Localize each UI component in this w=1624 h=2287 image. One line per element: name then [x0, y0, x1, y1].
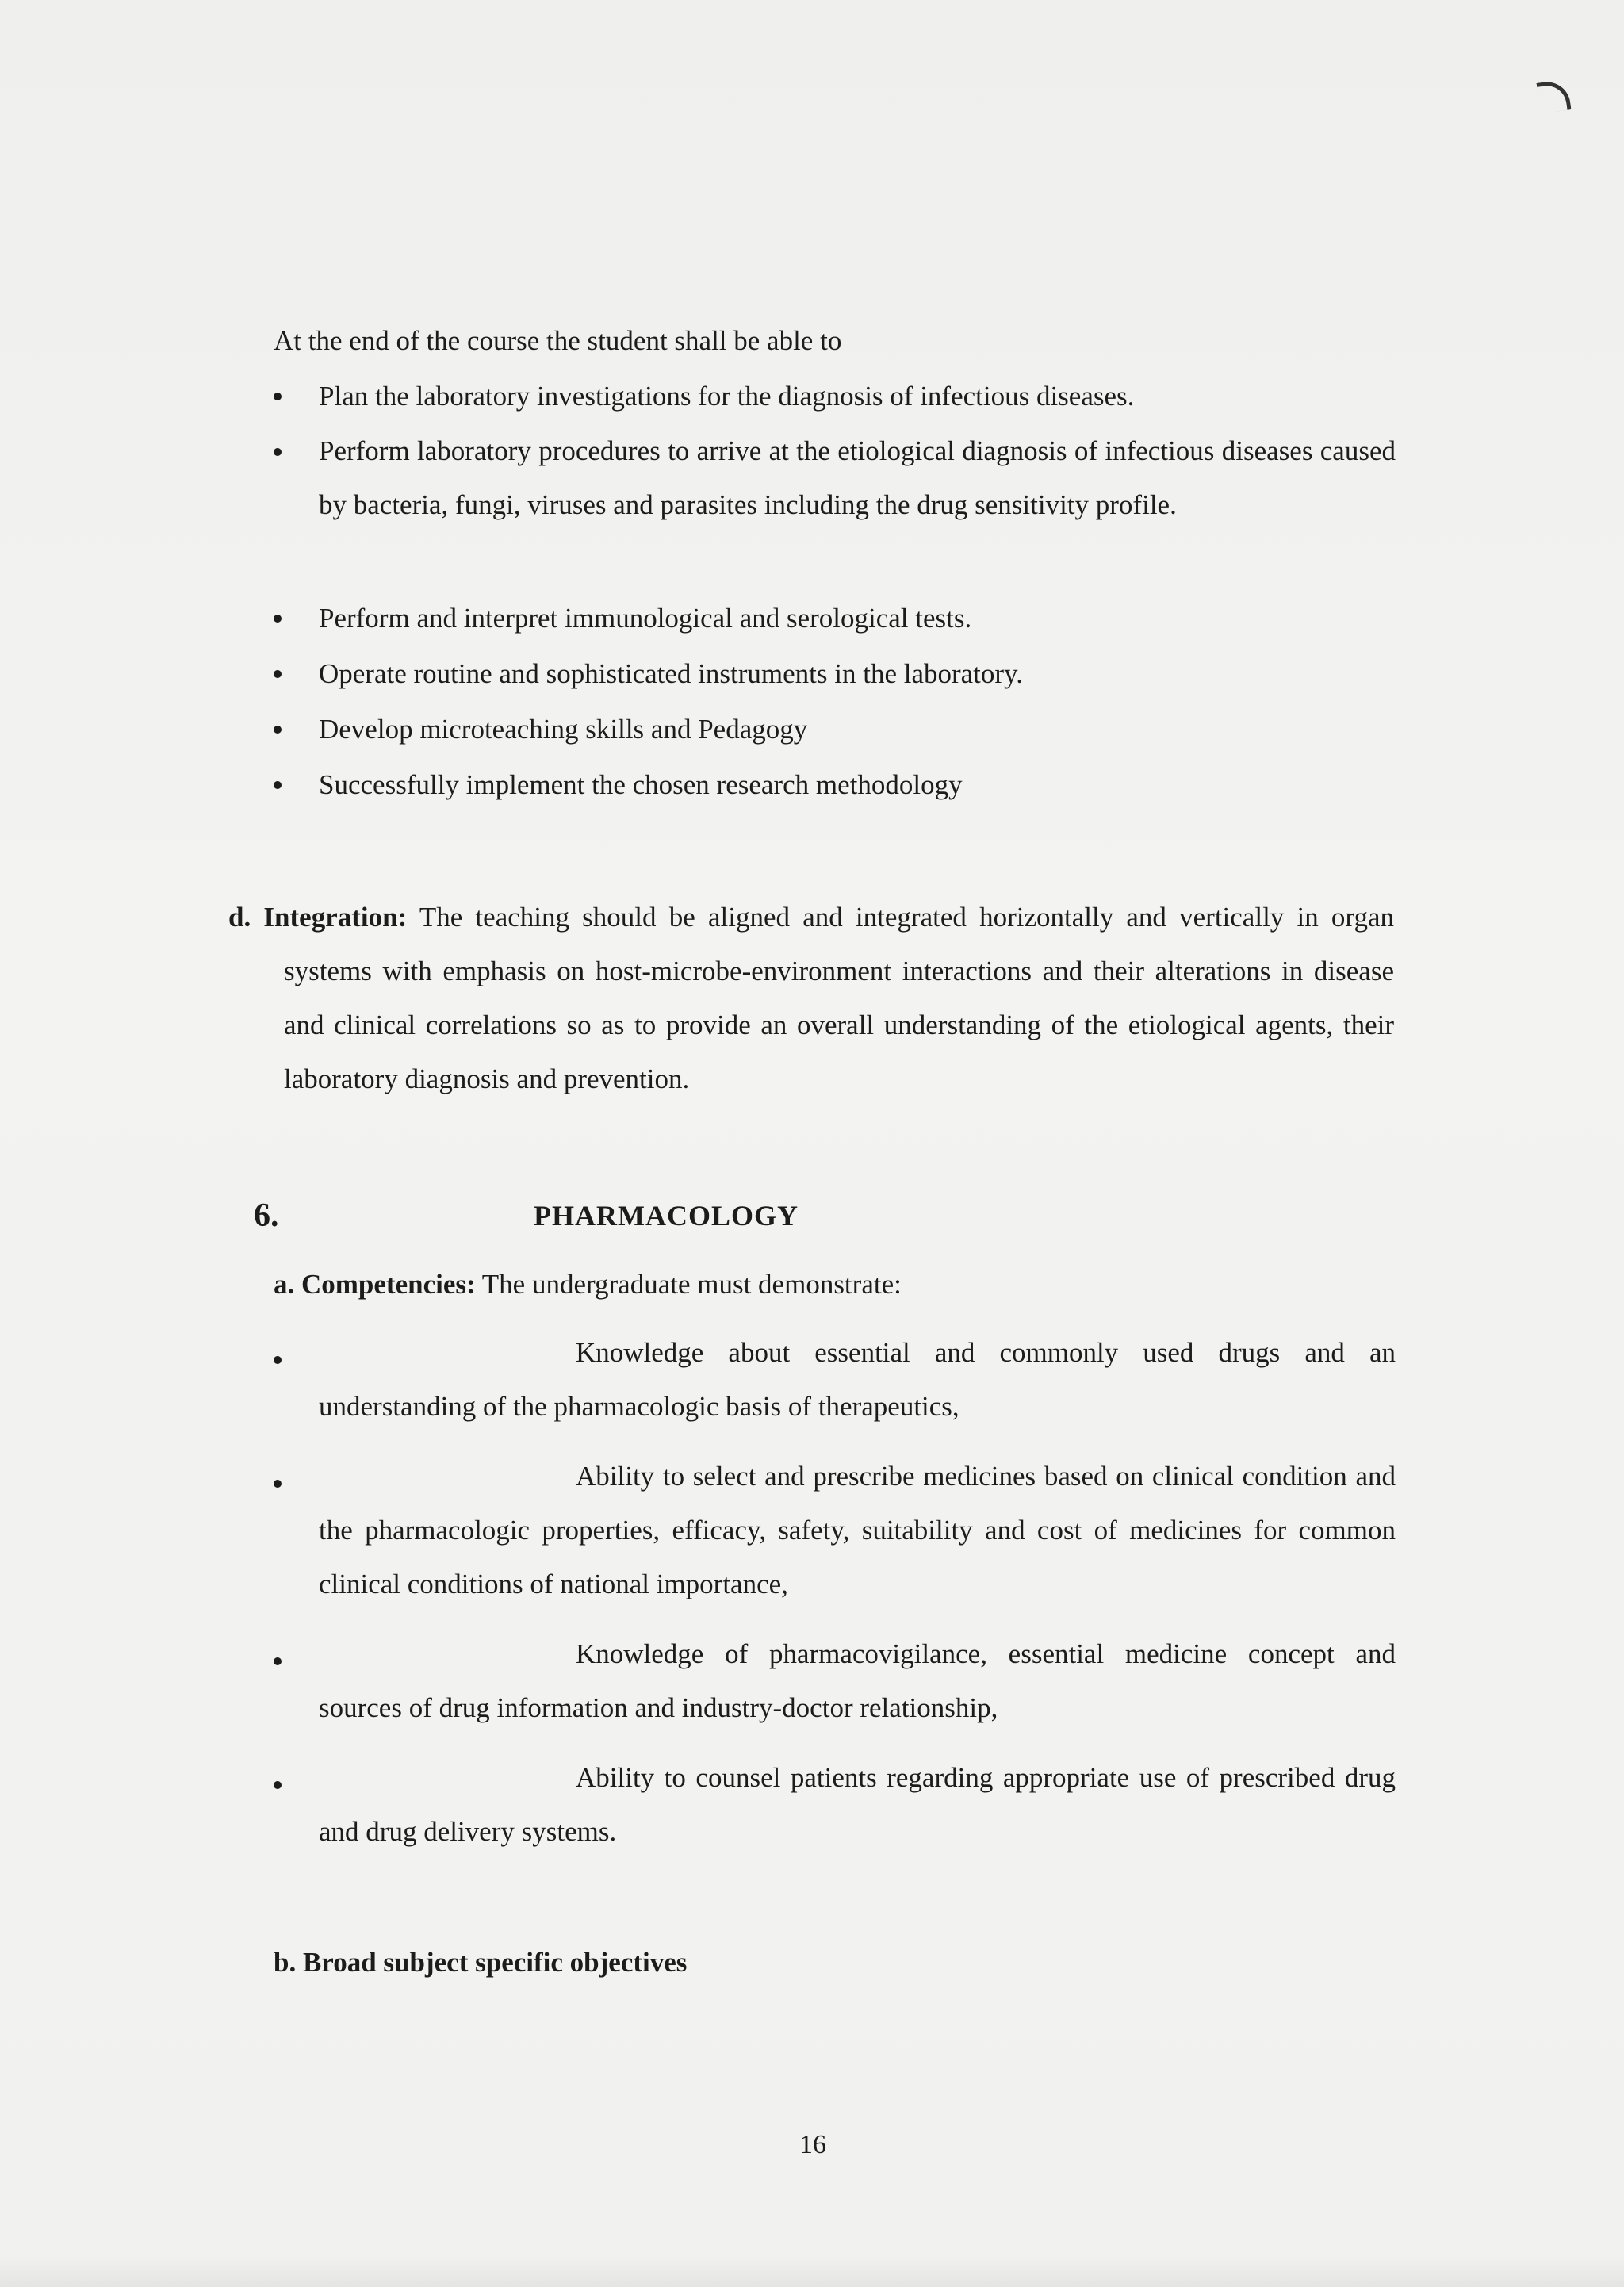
bullet-marker — [274, 781, 282, 789]
bullet-marker — [274, 1356, 282, 1364]
bullet-marker — [274, 448, 282, 456]
bullet-marker — [274, 1480, 282, 1488]
broad-objectives-heading: b. Broad subject specific objectives — [274, 1947, 688, 1978]
bullet-marker — [274, 670, 282, 678]
bullet-marker — [274, 393, 282, 400]
bullet-marker — [274, 615, 282, 623]
page-corner-mark — [1536, 79, 1571, 113]
competency-item: Ability to select and prescribe medicines based on clinical condition and the pharmacologic properties, efficacy, safety, suitability and cost of medicines for common clinical conditions of national importance, — [319, 1461, 1396, 1599]
section-number: 6. — [254, 1197, 279, 1234]
objective-item: Successfully implement the chosen research methodology — [319, 769, 963, 800]
integration-label: d. Integration: — [228, 902, 408, 933]
bullet-marker — [274, 1781, 282, 1789]
competency-item: Ability to counsel patients regarding appropriate use of prescribed drug and drug delivery systems. — [319, 1762, 1396, 1847]
bullet-marker — [274, 1657, 282, 1665]
competency-item: Knowledge of pharmacovigilance, essential medicine concept and sources of drug information and industry-doctor relationship, — [319, 1638, 1396, 1723]
objective-item: Plan the laboratory investigations for the diagnosis of infectious diseases. — [319, 381, 1135, 412]
bullet-marker — [274, 726, 282, 734]
page-number: 16 — [799, 2130, 826, 2159]
competencies-label: a. Competencies: — [274, 1269, 476, 1300]
objective-item: Perform and interpret immunological and serological tests. — [319, 603, 972, 634]
objective-item: Operate routine and sophisticated instruments in the laboratory. — [319, 658, 1024, 689]
page-edge-shadow — [0, 2255, 1624, 2287]
integration-text — [228, 891, 1394, 1106]
integration-body: The teaching should be aligned and integrated horizontally and vertically in organ systems with emphasis on host-microbe-environment interactions and their alterations in disease and clinical correlations so as to provide an overall understanding of the etiological agents, their laboratory diagnosis and prevention. — [284, 902, 1394, 1094]
objectives-intro: At the end of the course the student shall be able to — [274, 325, 842, 356]
competencies-intro: The undergraduate must demonstrate: — [481, 1269, 902, 1300]
competencies-intro-line — [274, 1257, 902, 1312]
competency-item: Knowledge about essential and commonly used drugs and an understanding of the pharmacologic basis of therapeutics, — [319, 1337, 1396, 1422]
section-title: PHARMACOLOGY — [534, 1200, 799, 1232]
objective-item: Develop microteaching skills and Pedagogy — [319, 714, 808, 745]
objective-item: Perform laboratory procedures to arrive at the etiological diagnosis of infectious diseases caused by bacteria, fungi, viruses and parasites including the drug sensitivity profile. — [319, 435, 1396, 520]
